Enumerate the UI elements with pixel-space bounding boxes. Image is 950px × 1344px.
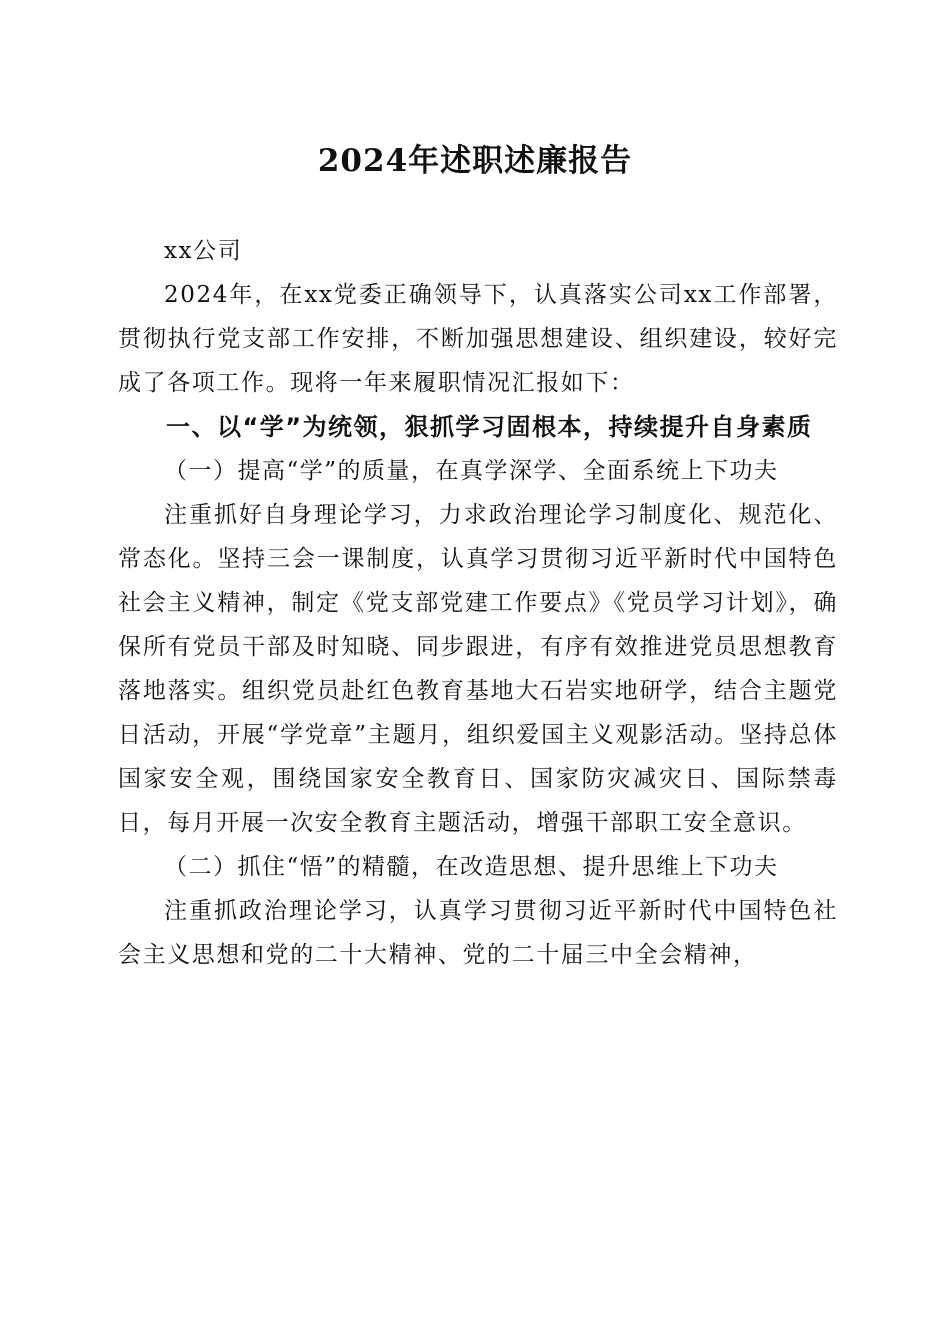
subsection-2-paragraph: 注重抓政治理论学习，认真学习贯彻习近平新时代中国特色社会主义思想和党的二十大精神、党的二十届三中全会精神， <box>118 898 838 968</box>
subsection-1-heading: （一）提高“学”的质量，在真学深学、全面系统上下功夫 <box>164 458 779 484</box>
author-line: xx公司 <box>164 238 243 264</box>
intro-paragraph: 2024年，在xx党委正确领导下，认真落实公司xx工作部署，贯彻执行党支部工作安排，不断加强思想建设、组织建设，较好完成了各项工作。现将一年来履职情况汇报如下： <box>118 282 838 396</box>
section-1-heading: 一、以“学”为统领，狠抓学习固根本，持续提升自身素质 <box>166 413 813 441</box>
document-body <box>118 229 838 977</box>
subsection-1-paragraph: 注重抓好自身理论学习，力求政治理论学习制度化、规范化、常态化。坚持三会一课制度，认真学习贯彻习近平新时代中国特色社会主义精神，制定《党支部党建工作要点》《党员学习计划》，确保所有党员干部及时知晓、同步跟进，有序有效推进党员思想教育落地落实。组织党员赴红色教育基地大石岩实地研学，结合主题党日活动，开展“学党章”主题月，组织爱国主义观影活动。坚持总体国家安全观，围绕国家安全教育日、国家防灾减灾日、国际禁毒日，每月开展一次安全教育主题活动，增强干部职工安全意识。 <box>118 502 838 836</box>
subsection-2-heading: （二）抓住“悟”的精髓，在改造思想、提升思维上下功夫 <box>164 854 779 880</box>
document-title: 2024年述职述廉报告 <box>317 143 633 179</box>
